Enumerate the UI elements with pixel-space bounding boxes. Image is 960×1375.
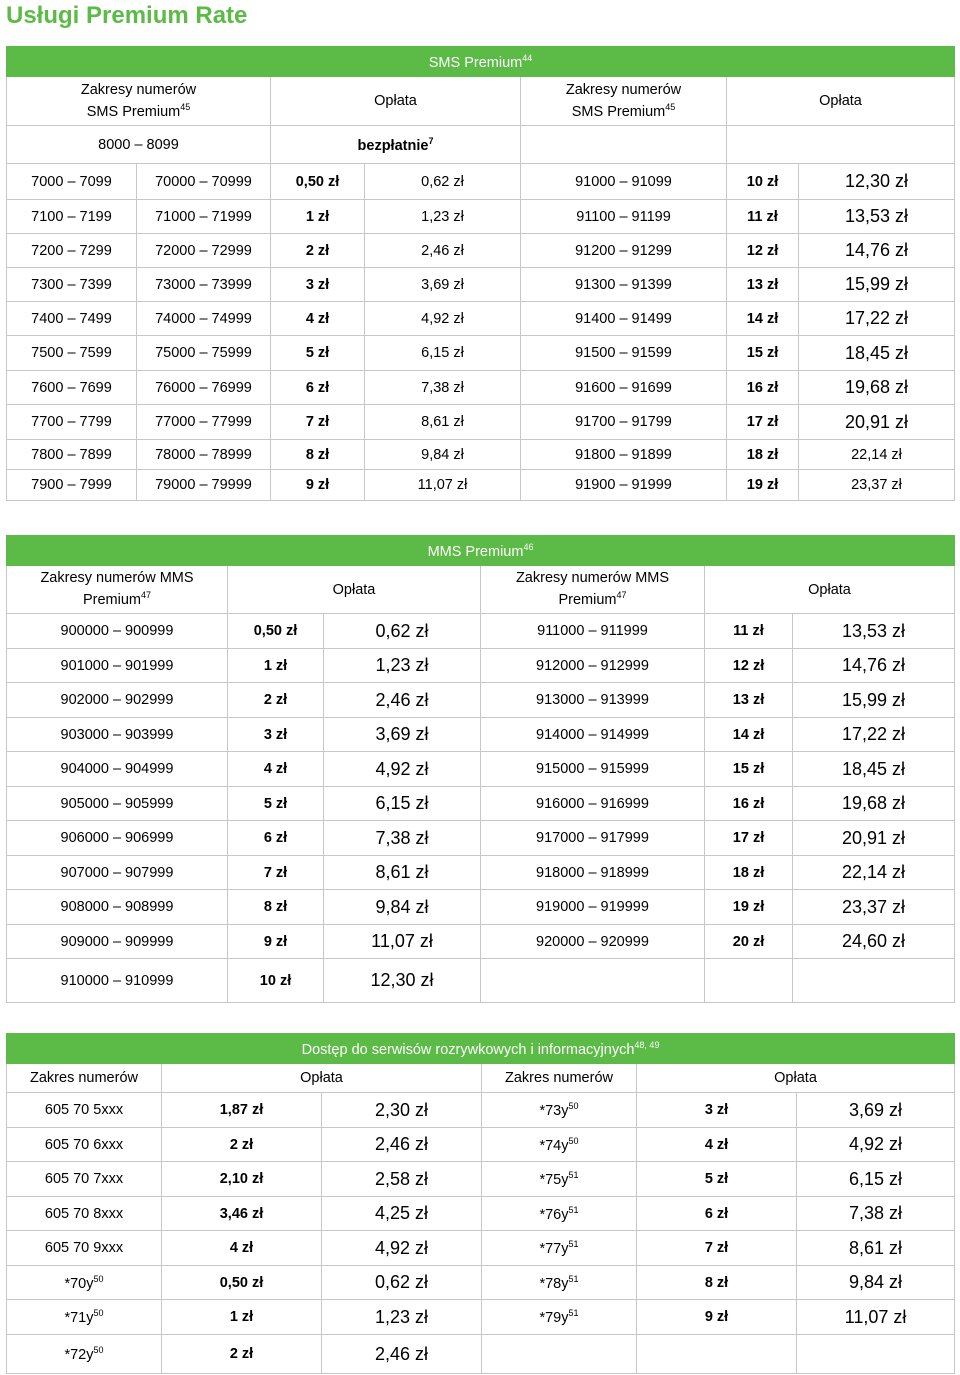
mms-fee-net: 2 zł [228,683,324,718]
services-fee-net-right: 3 zł [637,1093,797,1128]
sms-fee-gross-right: 17,22 zł [799,302,955,336]
table-row [7,821,955,856]
sms-fee-gross: 4,92 zł [365,302,521,336]
sms-fee-net: 0,50 zł [271,164,365,200]
services-fee-net: 4 zł [162,1231,322,1266]
mms-fee-gross-right: 15,99 zł [793,683,955,718]
mms-range: 904000 – 904999 [7,752,228,787]
mms-fee-gross: 0,62 zł [324,614,481,649]
services-fee-net-right: 5 zł [637,1162,797,1197]
sms-range-5digit: 75000 – 75999 [137,336,271,371]
sms-fee-net: 1 zł [271,200,365,234]
services-fee-net-right: 8 zł [637,1266,797,1300]
sms-range-header [7,77,271,126]
sms-range-5digit-right: 91900 – 91999 [521,470,727,501]
table-row [7,405,955,440]
sms-range-4digit: 7600 – 7699 [7,371,137,405]
services-fee-net: 2,10 zł [162,1162,322,1197]
services-range-header-right: Zakres numerów [482,1064,637,1093]
services-fee-gross: 2,46 zł [322,1335,482,1374]
services-range-header: Zakres numerów [7,1064,162,1093]
sms-range-5digit: 77000 – 77999 [137,405,271,440]
services-range: 605 70 6xxx [7,1128,162,1162]
sms-range-header-right [521,77,727,126]
sms-range-5digit: 71000 – 71999 [137,200,271,234]
mms-fee-gross: 6,15 zł [324,787,481,821]
services-fee-gross-right [797,1335,955,1374]
mms-range: 905000 – 905999 [7,787,228,821]
table-row [7,336,955,371]
mms-fee-net-right: 19 zł [705,890,793,925]
mms-fee-net-right: 17 zł [705,821,793,856]
mms-premium-title: MMS Premium [427,543,524,560]
services-fee-gross: 0,62 zł [322,1266,482,1300]
sms-range-5digit: 74000 – 74999 [137,302,271,336]
mms-fee-net-right: 15 zł [705,752,793,787]
sms-fee-gross-right: 22,14 zł [799,440,955,470]
table-row [7,1128,955,1162]
mms-range-right: 920000 – 920999 [481,925,705,959]
mms-range-header [7,566,228,614]
mms-range-header-line1: Zakresy numerów MMS [40,570,194,587]
services-fee-net-right: 9 zł [637,1300,797,1335]
sms-range-header-line2: SMS Premium [571,103,666,120]
sms-free-fee-label: bezpłatnie [357,137,429,154]
table-row [7,787,955,821]
services-fee-gross-right: 9,84 zł [797,1266,955,1300]
sms-range-4digit: 7000 – 7099 [7,164,137,200]
services-title: Dostęp do serwisów rozrywkowych i informacyjnych [301,1041,635,1058]
sms-premium-table [6,46,955,501]
sms-range-5digit: 78000 – 78999 [137,440,271,470]
table-row [7,925,955,959]
sms-fee-net-right: 19 zł [727,470,799,501]
mms-fee-net: 9 zł [228,925,324,959]
mms-range-header-right [481,566,705,614]
mms-fee-gross: 3,69 zł [324,718,481,752]
sms-fee-gross-right: 23,37 zł [799,470,955,501]
sms-fee-net-right: 14 zł [727,302,799,336]
mms-fee-net-right: 13 zł [705,683,793,718]
mms-range-right: 919000 – 919999 [481,890,705,925]
sms-fee-gross: 11,07 zł [365,470,521,501]
sms-range-header-line2: SMS Premium [86,103,181,120]
mms-fee-gross-right: 18,45 zł [793,752,955,787]
sms-range-4digit: 7100 – 7199 [7,200,137,234]
services-range-footnote: 50 [93,1308,104,1319]
table-row [7,234,955,268]
services-range-footnote: 50 [93,1273,104,1284]
services-range-right-text: *75y [539,1171,569,1188]
services-range-right [482,1128,637,1162]
sms-range-header-line1: Zakresy numerów [80,81,197,98]
mms-range-right: 912000 – 912999 [481,649,705,683]
sms-premium-title-footnote: 44 [522,52,533,63]
table-row [7,1162,955,1197]
table-row [7,649,955,683]
sms-premium-header [7,47,955,77]
mms-premium-title-footnote: 46 [523,541,534,552]
sms-fee-net-right: 16 zł [727,371,799,405]
services-range: 605 70 8xxx [7,1197,162,1231]
table-row [7,1197,955,1231]
services-fee-gross-right: 7,38 zł [797,1197,955,1231]
services-range-text: *70y [64,1275,94,1292]
sms-range-header-line1: Zakresy numerów [565,81,682,98]
table-row [7,683,955,718]
sms-range-4digit: 7300 – 7399 [7,268,137,302]
sms-range-5digit-right: 91600 – 91699 [521,371,727,405]
mms-fee-net-right: 11 zł [705,614,793,649]
services-range-right-footnote: 51 [568,1308,579,1319]
table-row [7,1335,955,1374]
mms-fee-net: 4 zł [228,752,324,787]
sms-range-5digit: 70000 – 70999 [137,164,271,200]
table-row [7,1266,955,1300]
services-range: 605 70 7xxx [7,1162,162,1197]
mms-fee-net: 3 zł [228,718,324,752]
sms-range-header-footnote: 45 [665,101,676,112]
mms-fee-gross-right: 23,37 zł [793,890,955,925]
mms-fee-net: 5 zł [228,787,324,821]
table-row [7,371,955,405]
sms-fee-net-right: 15 zł [727,336,799,371]
mms-range-right: 911000 – 911999 [481,614,705,649]
services-range-right [482,1335,637,1374]
mms-fee-net: 7 zł [228,856,324,890]
sms-fee-net: 3 zł [271,268,365,302]
sms-range-5digit-right: 91800 – 91899 [521,440,727,470]
mms-fee-header: Opłata [228,566,481,614]
sms-fee-gross: 0,62 zł [365,164,521,200]
services-fee-net-right [637,1335,797,1374]
mms-range-right: 914000 – 914999 [481,718,705,752]
sms-range-5digit-right: 91300 – 91399 [521,268,727,302]
sms-fee-gross: 2,46 zł [365,234,521,268]
mms-range: 906000 – 906999 [7,821,228,856]
services-fee-header: Opłata [162,1064,482,1093]
sms-fee-gross-right: 12,30 zł [799,164,955,200]
mms-range: 908000 – 908999 [7,890,228,925]
sms-range-5digit-right: 91500 – 91599 [521,336,727,371]
services-fee-net: 2 zł [162,1335,322,1374]
sms-fee-gross: 6,15 zł [365,336,521,371]
table-row [7,752,955,787]
services-fee-net-right: 7 zł [637,1231,797,1266]
mms-fee-net: 0,50 zł [228,614,324,649]
services-range-right [482,1162,637,1197]
table-row [7,718,955,752]
sms-fee-net-right: 13 zł [727,268,799,302]
services-range-right-footnote: 51 [568,1273,579,1284]
services-range-right-footnote: 50 [568,1101,579,1112]
sms-fee-header-right: Opłata [727,77,955,126]
mms-fee-gross-right: 17,22 zł [793,718,955,752]
sms-fee-net: 6 zł [271,371,365,405]
table-row [7,856,955,890]
sms-fee-gross-right: 14,76 zł [799,234,955,268]
sms-fee-net-right: 18 zł [727,440,799,470]
mms-range-header-line1: Zakresy numerów MMS [515,570,670,587]
services-fee-net: 1 zł [162,1300,322,1335]
services-fee-gross-right: 8,61 zł [797,1231,955,1266]
table-row [7,440,955,470]
table-row [7,302,955,336]
services-fee-gross-right: 3,69 zł [797,1093,955,1128]
services-fee-gross-right: 4,92 zł [797,1128,955,1162]
sms-fee-gross-right: 15,99 zł [799,268,955,302]
mms-fee-gross-right [793,959,955,1003]
services-fee-net-right: 4 zł [637,1128,797,1162]
sms-fee-gross-right: 19,68 zł [799,371,955,405]
mms-range-header-line2: Premium [82,591,141,608]
mms-range-header-footnote: 47 [616,590,627,601]
sms-range-5digit-right: 91100 – 91199 [521,200,727,234]
sms-fee-header: Opłata [271,77,521,126]
mms-fee-gross-right: 13,53 zł [793,614,955,649]
table-row [7,1093,955,1128]
services-fee-gross: 2,46 zł [322,1128,482,1162]
sms-fee-net-right: 12 zł [727,234,799,268]
mms-fee-net-right: 18 zł [705,856,793,890]
table-row [7,164,955,200]
sms-fee-gross: 1,23 zł [365,200,521,234]
mms-range-header-footnote: 47 [141,590,152,601]
mms-fee-net: 10 zł [228,959,324,1003]
table-row [7,1231,955,1266]
sms-fee-gross-right: 13,53 zł [799,200,955,234]
table-row [7,268,955,302]
services-range-right-text: *78y [539,1275,569,1292]
services-fee-net-right: 6 zł [637,1197,797,1231]
mms-range: 903000 – 903999 [7,718,228,752]
mms-fee-net-right: 12 zł [705,649,793,683]
services-range-right [482,1093,637,1128]
sms-range-5digit: 76000 – 76999 [137,371,271,405]
sms-free-empty [727,126,955,164]
services-range-right-text: *73y [539,1102,569,1119]
mms-fee-net: 1 zł [228,649,324,683]
table-row [7,1300,955,1335]
mms-fee-gross: 9,84 zł [324,890,481,925]
mms-fee-net-right: 20 zł [705,925,793,959]
sms-fee-net: 7 zł [271,405,365,440]
services-fee-gross: 1,23 zł [322,1300,482,1335]
mms-premium-table [6,535,955,1003]
mms-fee-gross-right: 22,14 zł [793,856,955,890]
mms-fee-gross: 8,61 zł [324,856,481,890]
mms-fee-gross: 12,30 zł [324,959,481,1003]
services-range-footnote: 50 [93,1345,104,1356]
mms-range: 910000 – 910999 [7,959,228,1003]
sms-range-5digit: 72000 – 72999 [137,234,271,268]
sms-range-5digit: 79000 – 79999 [137,470,271,501]
sms-fee-net: 4 zł [271,302,365,336]
sms-fee-net-right: 10 zł [727,164,799,200]
mms-range: 907000 – 907999 [7,856,228,890]
sms-fee-gross-right: 18,45 zł [799,336,955,371]
sms-fee-gross: 7,38 zł [365,371,521,405]
services-range-right-footnote: 51 [568,1204,579,1215]
sms-range-5digit-right: 91700 – 91799 [521,405,727,440]
mms-range-header-line2: Premium [558,591,617,608]
services-range-right-text: *77y [539,1240,569,1257]
services-range [7,1335,162,1374]
mms-range: 901000 – 901999 [7,649,228,683]
mms-fee-gross-right: 24,60 zł [793,925,955,959]
mms-fee-header-right: Opłata [705,566,955,614]
services-fee-gross-right: 11,07 zł [797,1300,955,1335]
sms-range-5digit-right: 91400 – 91499 [521,302,727,336]
mms-range-right: 915000 – 915999 [481,752,705,787]
sms-range-4digit: 7900 – 7999 [7,470,137,501]
services-fee-net: 0,50 zł [162,1266,322,1300]
mms-range-right: 916000 – 916999 [481,787,705,821]
services-fee-net: 2 zł [162,1128,322,1162]
sms-fee-net: 9 zł [271,470,365,501]
services-range: 605 70 5xxx [7,1093,162,1128]
services-header [7,1034,955,1064]
sms-fee-net-right: 11 zł [727,200,799,234]
services-range-text: *72y [64,1346,94,1363]
sms-free-empty [521,126,727,164]
mms-range: 900000 – 900999 [7,614,228,649]
services-range-right-text: *76y [539,1206,569,1223]
mms-range-right: 913000 – 913999 [481,683,705,718]
services-fee-gross: 4,25 zł [322,1197,482,1231]
mms-range: 902000 – 902999 [7,683,228,718]
sms-fee-net: 2 zł [271,234,365,268]
services-range-right-text: *74y [539,1137,569,1154]
services-range-right-footnote: 50 [568,1135,579,1146]
services-fee-net: 3,46 zł [162,1197,322,1231]
services-range [7,1300,162,1335]
table-row [7,200,955,234]
sms-fee-net: 5 zł [271,336,365,371]
services-range-right [482,1266,637,1300]
services-table [6,1033,955,1374]
sms-free-fee-footnote: 7 [428,135,434,146]
mms-fee-gross-right: 14,76 zł [793,649,955,683]
sms-free-fee [271,126,521,164]
services-fee-gross: 4,92 zł [322,1231,482,1266]
mms-fee-gross: 2,46 zł [324,683,481,718]
sms-fee-gross-right: 20,91 zł [799,405,955,440]
table-row [7,614,955,649]
sms-range-header-footnote: 45 [180,101,191,112]
mms-fee-net: 6 zł [228,821,324,856]
sms-range-5digit-right: 91200 – 91299 [521,234,727,268]
services-range: 605 70 9xxx [7,1231,162,1266]
mms-fee-gross: 7,38 zł [324,821,481,856]
mms-premium-header [7,536,955,566]
services-fee-net: 1,87 zł [162,1093,322,1128]
services-range [7,1266,162,1300]
mms-range: 909000 – 909999 [7,925,228,959]
sms-fee-net-right: 17 zł [727,405,799,440]
sms-fee-gross: 3,69 zł [365,268,521,302]
sms-range-4digit: 7200 – 7299 [7,234,137,268]
sms-premium-title: SMS Premium [428,54,523,71]
mms-fee-gross: 1,23 zł [324,649,481,683]
table-row [7,470,955,501]
mms-fee-net: 8 zł [228,890,324,925]
sms-range-5digit: 73000 – 73999 [137,268,271,302]
mms-fee-gross-right: 20,91 zł [793,821,955,856]
table-row [7,959,955,1003]
page-title: Usługi Premium Rate [6,2,248,29]
services-range-right-footnote: 51 [568,1239,579,1250]
table-row [7,890,955,925]
services-range-right [482,1197,637,1231]
services-fee-gross: 2,58 zł [322,1162,482,1197]
mms-fee-net-right: 14 zł [705,718,793,752]
services-range-right [482,1231,637,1266]
sms-range-4digit: 7800 – 7899 [7,440,137,470]
mms-fee-net-right [705,959,793,1003]
sms-fee-gross: 9,84 zł [365,440,521,470]
mms-fee-net-right: 16 zł [705,787,793,821]
mms-fee-gross: 11,07 zł [324,925,481,959]
services-range-right-footnote: 51 [568,1170,579,1181]
services-fee-header-right: Opłata [637,1064,955,1093]
services-range-right-text: *79y [539,1309,569,1326]
sms-fee-gross: 8,61 zł [365,405,521,440]
sms-fee-net: 8 zł [271,440,365,470]
sms-free-range: 8000 – 8099 [7,126,271,164]
services-fee-gross-right: 6,15 zł [797,1162,955,1197]
sms-range-4digit: 7400 – 7499 [7,302,137,336]
sms-range-4digit: 7500 – 7599 [7,336,137,371]
services-fee-gross: 2,30 zł [322,1093,482,1128]
services-title-footnote: 48, 49 [634,1039,660,1050]
mms-range-right: 917000 – 917999 [481,821,705,856]
mms-range-right: 918000 – 918999 [481,856,705,890]
sms-range-5digit-right: 91000 – 91099 [521,164,727,200]
services-range-text: *71y [64,1309,94,1326]
mms-range-right [481,959,705,1003]
mms-fee-gross: 4,92 zł [324,752,481,787]
sms-range-4digit: 7700 – 7799 [7,405,137,440]
mms-fee-gross-right: 19,68 zł [793,787,955,821]
services-range-right [482,1300,637,1335]
